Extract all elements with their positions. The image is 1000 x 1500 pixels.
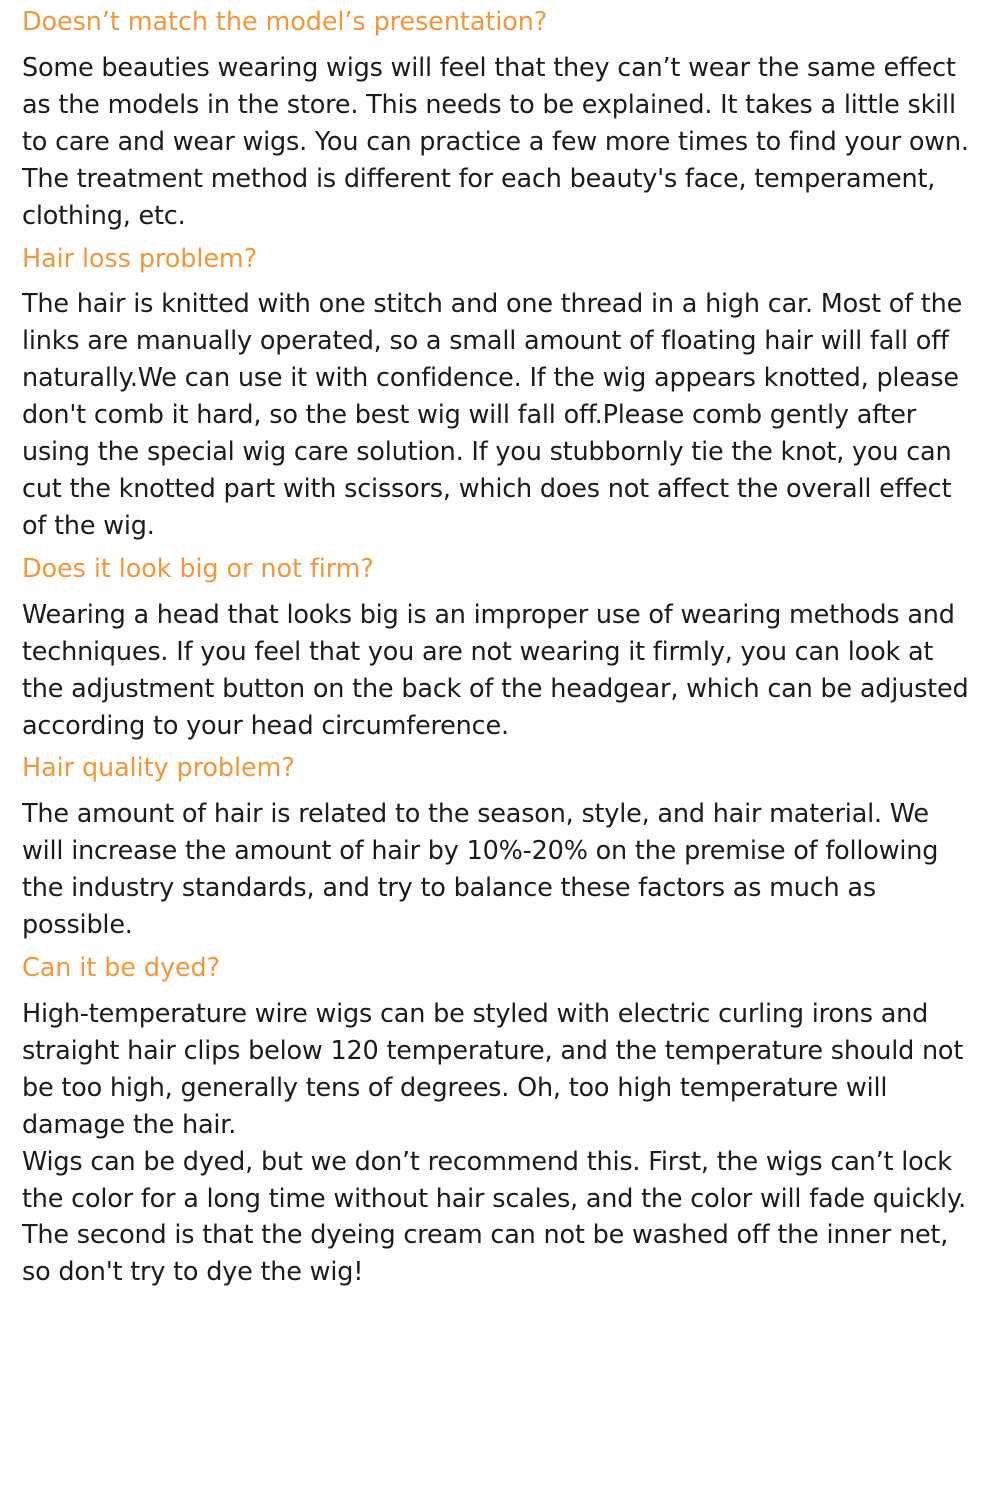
faq-heading: Does it look big or not firm? (22, 553, 374, 584)
faq-item-hair-quality (22, 752, 978, 944)
faq-item-hair-loss (22, 243, 978, 545)
faq-item-dyeing (22, 952, 978, 1291)
faq-heading: Can it be dyed? (22, 953, 221, 983)
faq-body-line: High-temperature wire wigs can be styled with electric curling irons and straight hair clips below 120 temperature, and the temperature should not be too high, generally tens of degrees. Oh, too high temperature will damage the hair. (22, 998, 964, 1140)
faq-heading: Hair quality problem? (22, 753, 295, 784)
faq-body: The hair is knitted with one stitch and one thread in a high car. Most of the links are manually operated, so a small amount of floating hair will fall off naturally.We can use it with confidence. If the wig appears knotted, please don't comb it hard, so the best wig will fall off.Please comb gently after using the special wig care solution. If you stubbornly tie the knot, you can cut the knotted part with scissors, which does not affect the overall effect of the wig. (22, 289, 963, 541)
faq-body (22, 996, 978, 1292)
faq-body: Some beauties wearing wigs will feel that they can’t wear the same effect as the models in the store. This needs to be explained. It takes a little skill to care and wear wigs. You can practice a few more times to find your own. The treatment method is different for each beauty's face, temperament, clothing, etc. (22, 52, 969, 231)
faq-heading: Doesn’t match the model’s presentation? (22, 7, 548, 37)
faq-body-line: Wigs can be dyed, but we don’t recommend this. First, the wigs can’t lock the color for a long time without hair scales, and the color will fade quickly. The second is that the dyeing cream can not be washed off the inner net, so don't try to dye the wig! (22, 1146, 967, 1288)
faq-body: The amount of hair is related to the season, style, and hair material. We will increase the amount of hair by 10%-20% on the premise of following the industry standards, and try to balance these factors as much as possible. (22, 799, 939, 941)
faq-item-size-fit (22, 553, 978, 745)
faq-item-presentation (22, 6, 978, 235)
faq-body: Wearing a head that looks big is an improper use of wearing methods and techniques. If you feel that you are not wearing it firmly, you can look at the adjustment button on the back of the headgear, which can be adjusted according to your head circumference. (22, 599, 969, 741)
faq-heading: Hair loss problem? (22, 243, 258, 274)
